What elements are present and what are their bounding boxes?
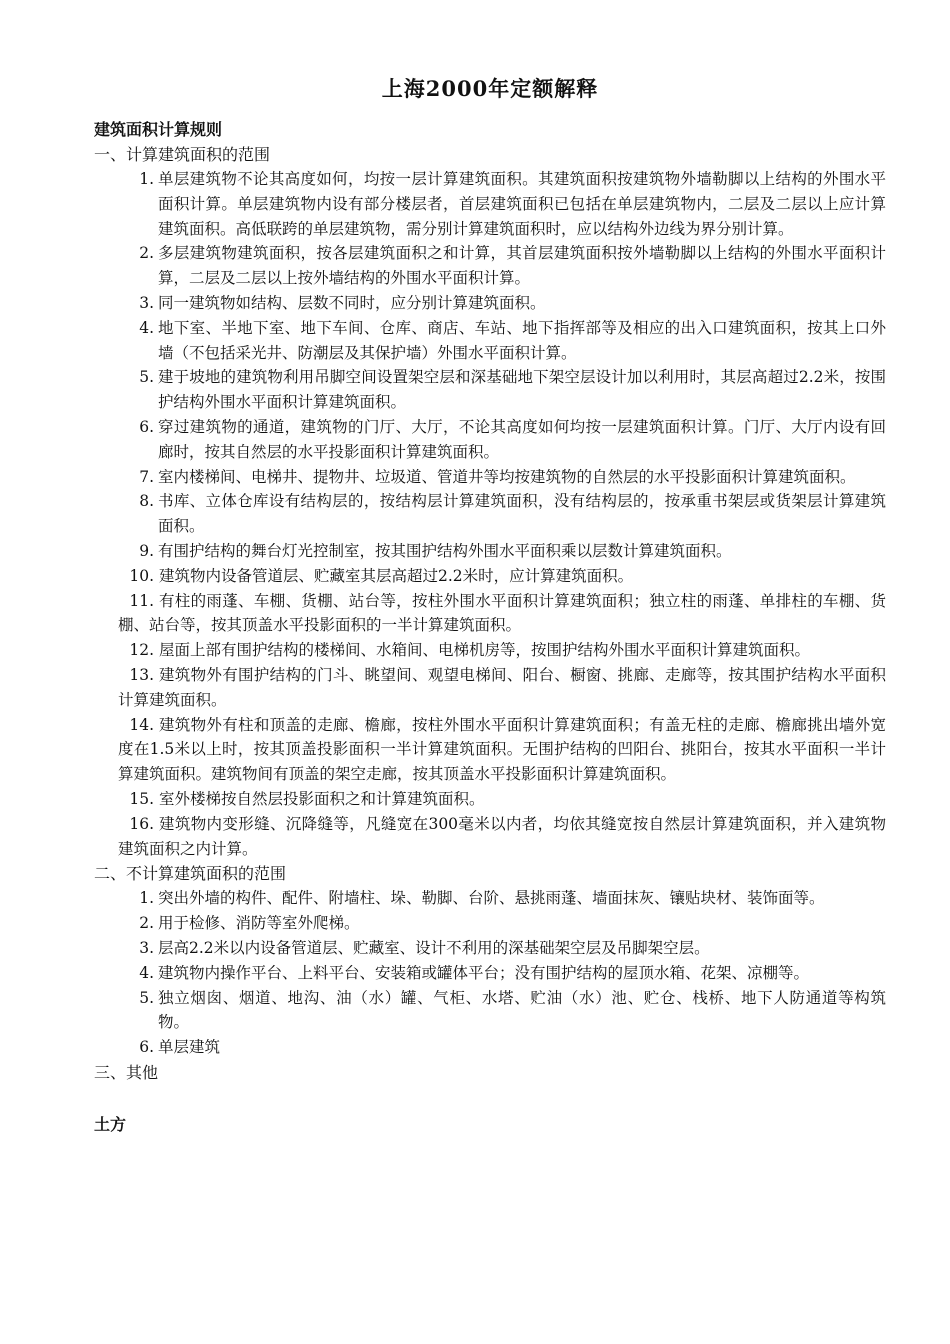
list-item <box>94 936 886 961</box>
item-text: 有柱的雨蓬、车棚、货棚、站台等，按柱外围水平面积计算建筑面积；独立柱的雨蓬、单排柱的车棚、货棚、站台等，按其顶盖水平投影面积的一半计算建筑面积。 <box>118 591 886 635</box>
item-text: 穿过建筑物的通道，建筑物的门厅、大厅，不论其高度如何均按一层建筑面积计算。门厅、大厅内设有回廊时，按其自然层的水平投影面积计算建筑面积。 <box>158 417 886 461</box>
section-heading-building-area: 建筑面积计算规则 <box>94 120 223 139</box>
item-text: 建筑物外有围护结构的门斗、眺望间、观望电梯间、阳台、橱窗、挑廊、走廊等，按其围护结构水平面积计算建筑面积。 <box>118 665 886 709</box>
list-item <box>94 638 886 663</box>
item-text: 用于检修、消防等室外爬梯。 <box>158 914 360 933</box>
list-item <box>94 316 886 366</box>
item-text: 独立烟囱、烟道、地沟、油（水）罐、气柜、水塔、贮油（水）池、贮仓、栈桥、地下人防通道等构筑物。 <box>158 988 886 1032</box>
item-text: 书库、立体仓库设有结构层的，按结构层计算建筑面积，没有结构层的，按承重书架层或货架层计算建筑面积。 <box>158 492 886 536</box>
item-text: 屋面上部有围护结构的楼梯间、水箱间、电梯机房等，按围护结构外围水平面积计算建筑面积。 <box>159 641 811 660</box>
list-item <box>94 415 886 465</box>
list-item <box>94 886 886 911</box>
item-number: 15. <box>129 789 154 808</box>
list-item <box>94 961 886 986</box>
item-number: 7. <box>139 467 154 486</box>
item-text: 单层建筑 <box>158 1038 221 1057</box>
list-item <box>94 663 886 713</box>
list-item <box>94 589 886 639</box>
item-number: 4. <box>139 318 154 337</box>
item-number: 6. <box>139 417 154 436</box>
list-item <box>94 911 886 936</box>
item-number: 3. <box>139 293 154 312</box>
subsection-heading-other: 三、其他 <box>94 1062 159 1082</box>
item-text: 同一建筑物如结构、层数不同时，应分别计算建筑面积。 <box>158 293 546 312</box>
item-number: 13. <box>129 665 154 684</box>
item-number: 8. <box>139 492 154 511</box>
item-number: 1. <box>139 889 154 908</box>
item-number: 5. <box>139 368 154 387</box>
item-text: 建筑物内设备管道层、贮藏室其层高超过2.2米时，应计算建筑面积。 <box>159 566 634 585</box>
list-item <box>94 241 886 291</box>
item-number: 14. <box>129 715 154 734</box>
item-text: 层高2.2米以内设备管道层、贮藏室、设计不利用的深基础架空层及吊脚架空层。 <box>158 938 710 957</box>
list-item <box>94 465 886 490</box>
section-spacer <box>94 1085 886 1113</box>
item-text: 建筑物内变形缝、沉降缝等，凡缝宽在300毫米以内者，均依其缝宽按自然层计算建筑面积，并入建筑物建筑面积之内计算。 <box>118 814 886 858</box>
list-item <box>94 489 886 539</box>
item-text: 室内楼梯间、电梯井、提物井、垃圾道、管道井等均按建筑物的自然层的水平投影面积计算建筑面积。 <box>158 467 856 486</box>
list-item <box>94 291 886 316</box>
item-text: 建筑物外有柱和顶盖的走廊、檐廊，按柱外围水平面积计算建筑面积；有盖无柱的走廊、檐廊挑出墙外宽度在1.5米以上时，按其顶盖投影面积一半计算建筑面积。无围护结构的凹阳台、挑阳台，按其水平面积一半计算建筑面积。建筑物间有顶盖的架空走廊，按其顶盖水平投影面积计算建筑面积。 <box>118 715 886 784</box>
item-number: 12. <box>129 641 154 660</box>
excluded-items-list <box>94 886 886 1060</box>
item-number: 4. <box>139 963 154 982</box>
list-item <box>94 365 886 415</box>
item-number: 6. <box>139 1038 154 1057</box>
section-heading-earthwork: 土方 <box>94 1114 127 1134</box>
list-item <box>94 986 886 1036</box>
item-number: 2. <box>139 914 154 933</box>
item-text: 突出外墙的构件、配件、附墙柱、垛、勒脚、台阶、悬挑雨蓬、墙面抹灰、镶贴块材、装饰面等。 <box>158 889 825 908</box>
item-number: 10. <box>129 566 154 585</box>
item-text: 建筑物内操作平台、上料平台、安装箱或罐体平台；没有围护结构的屋顶水箱、花架、凉棚等。 <box>158 963 810 982</box>
list-item <box>94 564 886 589</box>
list-item <box>94 812 886 862</box>
list-item <box>94 1035 886 1060</box>
item-text: 建于坡地的建筑物利用吊脚空间设置架空层和深基础地下架空层设计加以利用时，其层高超过2.2米，按围护结构外围水平面积计算建筑面积。 <box>158 368 886 412</box>
item-number: 16. <box>129 814 154 833</box>
list-item <box>94 167 886 241</box>
item-number: 3. <box>139 938 154 957</box>
document-title: 上海2000年定额解释 <box>381 76 599 101</box>
item-text: 地下室、半地下室、地下车间、仓库、商店、车站、地下指挥部等及相应的出入口建筑面积，按其上口外墙（不包括采光井、防潮层及其保护墙）外围水平面积计算。 <box>158 318 886 362</box>
included-items-list <box>94 167 886 861</box>
item-text: 有围护结构的舞台灯光控制室，按其围护结构外围水平面积乘以层数计算建筑面积。 <box>158 541 732 560</box>
item-text: 多层建筑物建筑面积，按各层建筑面积之和计算，其首层建筑面积按外墙勒脚以上结构的外围水平面积计算，二层及二层以上按外墙结构的外围水平面积计算。 <box>158 244 886 288</box>
item-number: 1. <box>139 170 154 188</box>
item-text: 室外楼梯按自然层投影面积之和计算建筑面积。 <box>159 789 485 808</box>
list-item <box>94 787 886 812</box>
item-text: 单层建筑物不论其高度如何，均按一层计算建筑面积。其建筑面积按建筑物外墙勒脚以上结构的外围水平面积计算。单层建筑物内设有部分楼层者，首层建筑面积已包括在单层建筑物内，二层及二层以上应计算建筑面积。高低联跨的单层建筑物，需分别计算建筑面积时，应以结构外边线为界分别计算。 <box>158 170 886 238</box>
item-number: 11. <box>129 591 154 610</box>
list-item <box>94 539 886 564</box>
subsection-heading-excluded: 二、不计算建筑面积的范围 <box>94 864 287 884</box>
item-number: 9. <box>139 541 154 560</box>
list-item <box>94 713 886 787</box>
item-number: 5. <box>139 988 154 1007</box>
item-number: 2. <box>139 244 154 263</box>
subsection-heading-included: 一、计算建筑面积的范围 <box>94 145 271 164</box>
